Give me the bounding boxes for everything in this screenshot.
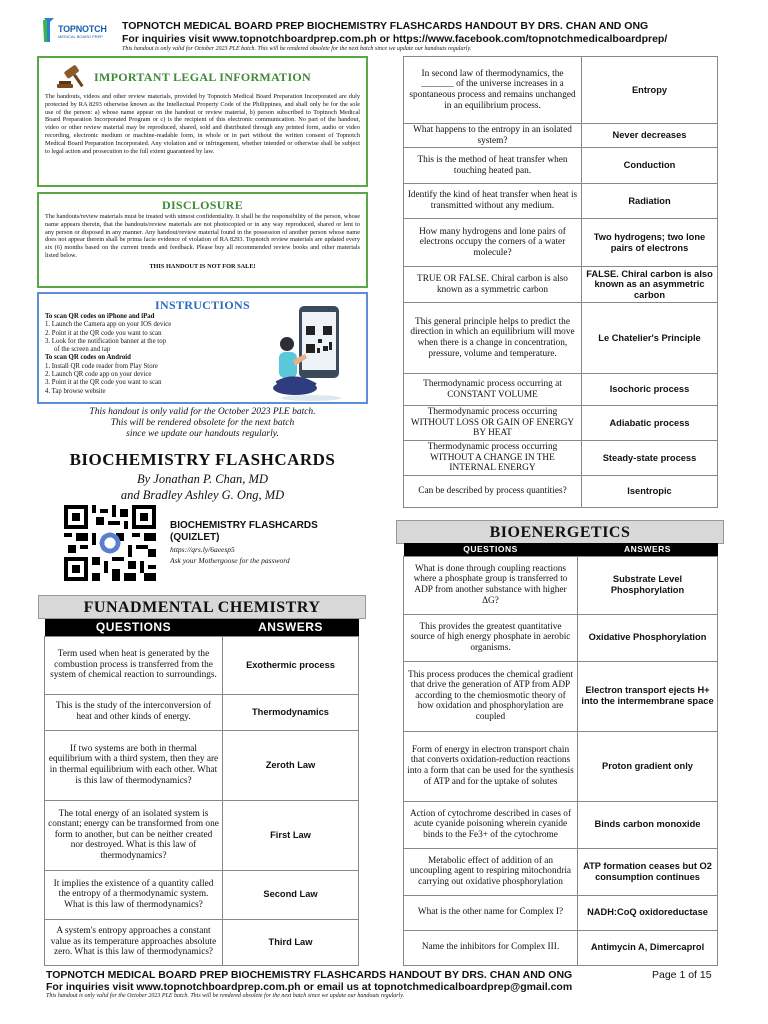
question-cell: The total energy of an isolated system is constant; energy can be transformed from one form to another, but can be neither created nor destroyed. What is this law of thermodynamics? — [45, 800, 223, 870]
table-row — [45, 636, 359, 694]
instructions-title: INSTRUCTIONS — [155, 298, 250, 312]
answer-cell: Exothermic process — [223, 636, 359, 694]
table-row — [404, 124, 718, 148]
question-cell: This provides the greatest quantitative source of high energy phosphate in aerobic organisms. — [404, 614, 578, 661]
table-row — [45, 870, 359, 919]
not-for-sale-notice: THIS HANDOUT IS NOT FOR SALE! — [149, 262, 256, 270]
question-cell: Identify the kind of heat transfer when heat is transmitted without any medium. — [404, 184, 582, 219]
phone-qr-illustration-icon — [271, 304, 361, 402]
validity-note — [37, 407, 368, 440]
table-row — [404, 267, 718, 303]
iphone-step: of the screen and tap — [54, 346, 111, 354]
legal-body: The handouts, videos and other review materials, provided by Topnotch Medical Board Preparation Incorporated are duly protected by RA 8293 otherwise known as the Intellectual Property Code of the Philippines, and shall only be for the sole use of the person: a) whose name appear on the handout or review material, b) person subscribed to Toptnoch Medical Board Preparation Incorporated Program or c) is the recipient of this electronic communication. No part of the handout, video or other review material may be reproduced, shared, sold and distributed through any printed form, audio or video recording, electronic medium or machine-readable form, in whole or in part without the written consent of Topnotch Medical Board Preparation Incorporated. Any violation and or infringement, whether intended or otherwise shall be subject to legal action and prosecution to the full extent guaranteed by law. — [45, 93, 360, 155]
answer-cell: Binds carbon monoxide — [578, 801, 718, 848]
table-row — [404, 303, 718, 374]
header-inquiries: For inquiries visit www.topnotchboardprep.com.ph or https://www.facebook.com/topnotchmedicalboardprep/ — [122, 33, 668, 45]
logo-subtext: MEDICAL BOARD PREP — [58, 34, 103, 39]
disclosure-body: The handouts/review materials must be treated with utmost confidentiality. It shall be the responsibility of the person, whose name appears therein, that the handouts/review materials are not photocopied or in any way reproduced, shared or lent to any person or disposed in any manner. Any handout/review material found in the possession of another person whose name does not appear therein shall be prima facie evidence of violation of RA 8293. Topnotch review materials are updated every six (6) months based on the current trends and feedback. Please buy all recommended review books and other materials listed below. — [45, 213, 360, 259]
table-row — [404, 731, 718, 801]
answer-cell: Conduction — [582, 148, 718, 184]
legal-info-box — [37, 56, 368, 187]
page-header — [0, 0, 768, 54]
logo-mark-icon — [42, 16, 56, 44]
question-cell: Form of energy in electron transport chain that converts oxidation-reduction reactions into a form that can be used for the synthesis of ATP and for the uptake of solutes — [404, 731, 578, 801]
question-cell: This process produces the chemical gradient that drive the generation of ATP from ADP according to the chemiosmotic theory of how oxidation and phosphorylation are coupled — [404, 661, 578, 731]
quizlet-title: BIOCHEMISTRY FLASHCARDS (QUIZLET) — [170, 520, 318, 543]
page-number: Page 1 of 15 — [652, 969, 712, 981]
answer-cell: Second Law — [223, 870, 359, 919]
table-row — [45, 800, 359, 870]
disclosure-title: DISCLOSURE — [161, 198, 244, 212]
answer-cell: Zeroth Law — [223, 730, 359, 800]
table-row — [404, 57, 718, 124]
author-line: By Jonathan P. Chan, MD — [136, 472, 268, 486]
quizlet-link[interactable]: https://qrs.ly/6aeesp5 — [170, 545, 235, 554]
answer-cell: Oxidative Phosphorylation — [578, 614, 718, 661]
answer-cell: Third Law — [223, 919, 359, 965]
instructions-list — [45, 313, 260, 396]
answer-cell: Radiation — [582, 184, 718, 219]
table-row — [404, 801, 718, 848]
gavel-icon — [55, 62, 85, 90]
validity-line: This will be rendered obsolete for the next batch — [110, 418, 295, 428]
qr-code-icon[interactable] — [64, 504, 156, 582]
table-row — [404, 895, 718, 930]
validity-line: This handout is only valid for the October 2023 PLE batch. — [89, 407, 316, 417]
question-cell: Thermodynamic process occurring WITHOUT A CHANGE IN THE INTERNAL ENERGY — [404, 441, 582, 476]
answer-cell: Thermodynamics — [223, 694, 359, 730]
author-line: and Bradley Ashley G. Ong, MD — [120, 488, 285, 502]
table-row — [404, 930, 718, 965]
answer-cell: Isochoric process — [582, 374, 718, 406]
table-row — [404, 148, 718, 184]
footer-inquiries: For inquiries visit www.topnotchboardprep.com.ph or email us at topnotchmedicalboardprep@gmail.com — [46, 981, 573, 993]
question-cell: Thermodynamic process occurring WITHOUT LOSS OR GAIN OF ENERGY BY HEAT — [404, 406, 582, 441]
footer-title: TOPNOTCH MEDICAL BOARD PREP BIOCHEMISTRY FLASHCARDS HANDOUT BY DRS. CHAN AND ONG — [46, 969, 573, 981]
iphone-step: 2. Point it at the QR code you want to scan — [45, 329, 162, 337]
header-title: TOPNOTCH MEDICAL BOARD PREP BIOCHEMISTRY FLASHCARDS HANDOUT BY DRS. CHAN AND ONG — [122, 20, 649, 32]
table-row — [404, 219, 718, 267]
instructions-box — [37, 292, 368, 404]
answer-cell: Never decreases — [582, 124, 718, 148]
disclosure-box — [37, 192, 368, 288]
answer-cell: Isentropic — [582, 476, 718, 508]
question-cell: Term used when heat is generated by the combustion process is transferred from the system of chemical reaction to surroundings. — [45, 636, 223, 694]
table-row — [404, 661, 718, 731]
question-cell: Can be described by process quantities? — [404, 476, 582, 508]
answer-cell: Adiabatic process — [582, 406, 718, 441]
android-step: 3. Point it at the QR code you want to scan — [45, 379, 162, 387]
table-row — [404, 556, 718, 614]
quizlet-password-note: Ask your Mothergoose for the password — [170, 556, 290, 565]
continued-table — [403, 56, 718, 508]
answer-cell: First Law — [223, 800, 359, 870]
question-cell: A system's entropy approaches a constant value as its temperature approaches absolute zero. What is this law of thermodynamics? — [45, 919, 223, 965]
validity-line: since we update our handouts regularly. — [126, 429, 279, 439]
answer-cell: NADH:CoQ oxidoreductase — [578, 895, 718, 930]
table-row — [45, 919, 359, 965]
column-header-answers: ANSWERS — [223, 619, 359, 636]
question-cell: It implies the existence of a quantity called the entropy of a thermodynamic system. What is this law of thermodynamics? — [45, 870, 223, 919]
answer-cell: Le Chatelier's Principle — [582, 303, 718, 374]
document-title: BIOCHEMISTRY FLASHCARDS — [69, 450, 336, 469]
question-cell: This is the method of heat transfer when touching heated pan. — [404, 148, 582, 184]
question-cell: This is the study of the interconversion of heat and other kinds of energy. — [45, 694, 223, 730]
question-cell: What is done through coupling reactions where a phosphate group is transferred to ADP from another substance with higher ΔG? — [404, 556, 578, 614]
question-cell: TRUE OR FALSE. Chiral carbon is also known as a symmetric carbon — [404, 267, 582, 303]
answer-cell: Substrate Level Phosphorylation — [578, 556, 718, 614]
table-row — [404, 441, 718, 476]
android-heading: To scan QR codes on Android — [45, 354, 131, 362]
question-cell: This general principle helps to predict the direction in which an equilibrium will move when there is a change in concentration, pressure, volume and temperature. — [404, 303, 582, 374]
iphone-step: 3. Look for the notification banner at the top — [45, 337, 166, 345]
answer-cell: Entropy — [582, 57, 718, 124]
fundamental-table — [44, 619, 359, 966]
table-row — [404, 476, 718, 508]
footer-validity-note: This handout is only valid for the October 2023 PLE batch. This will be rendered obsolete for the next batch since we update our handouts regularly. — [46, 993, 405, 999]
question-cell: Metabolic effect of addition of an uncoupling agent to respiring mitochondria carrying out oxidative phosphorylation — [404, 848, 578, 895]
section-banner-bioenergetics: BIOENERGETICS — [396, 520, 724, 544]
answer-cell: Steady-state process — [582, 441, 718, 476]
table-row — [45, 730, 359, 800]
android-step: 4. Tap browse website — [45, 387, 106, 395]
answer-cell: Two hydrogens; two lone pairs of electrons — [582, 219, 718, 267]
table-row — [404, 614, 718, 661]
iphone-heading: To scan QR codes on iPhone and iPad — [45, 313, 155, 320]
header-validity-note: This handout is only valid for October 2023 PLE batch. This will be rendered obsolete for the next batch since we update our handouts regularly. — [122, 46, 472, 52]
topnotch-logo — [42, 14, 107, 48]
answer-cell: Electron transport ejects H+ into the intermembrane space — [578, 661, 718, 731]
answer-cell: Proton gradient only — [578, 731, 718, 801]
legal-title: IMPORTANT LEGAL INFORMATION — [93, 70, 312, 84]
section-banner-fundamental: FUNADMENTAL CHEMISTRY — [38, 595, 366, 619]
question-cell: In second law of thermodynamics, the _______ of the universe increases in a spontaneous process and remains unchanged in an equilibrium process. — [404, 57, 582, 124]
answer-cell: ATP formation ceases but O2 consumption continues — [578, 848, 718, 895]
column-header-answers: ANSWERS — [578, 543, 718, 556]
android-step: 1. Install QR code reader from Play Store — [45, 362, 158, 370]
table-row — [404, 406, 718, 441]
table-row — [404, 848, 718, 895]
table-row — [404, 184, 718, 219]
column-header-questions: QUESTIONS — [45, 619, 223, 636]
question-cell: Thermodynamic process occurring at CONSTANT VOLUME — [404, 374, 582, 406]
question-cell: How many hydrogens and lone pairs of electrons occupy the corners of a water molecule? — [404, 219, 582, 267]
table-row — [404, 374, 718, 406]
bioenergetics-table — [403, 543, 718, 966]
logo-text: TOPNOTCH — [58, 24, 107, 34]
question-cell: Name the inhibitors for Complex III. — [404, 930, 578, 965]
question-cell: What is the other name for Complex I? — [404, 895, 578, 930]
question-cell: If two systems are both in thermal equilibrium with a third system, then they are in thermal equilibrium with each other. What is this law of thermodynamics? — [45, 730, 223, 800]
question-cell: Action of cytochrome described in cases of acute cyanide poisoning wherein cyanide binds to the Fe3+ of the cytochrome — [404, 801, 578, 848]
question-cell: What happens to the entropy in an isolated system? — [404, 124, 582, 148]
android-step: 2. Launch QR code app on your device — [45, 371, 152, 379]
answer-cell: Antimycin A, Dimercaprol — [578, 930, 718, 965]
authors — [37, 471, 368, 503]
column-header-questions: QUESTIONS — [404, 543, 578, 556]
table-row — [45, 694, 359, 730]
answer-cell: FALSE. Chiral carbon is also known as an asymmetric carbon — [582, 267, 718, 303]
iphone-step: 1. Launch the Camera app on your IOS device — [45, 321, 172, 329]
